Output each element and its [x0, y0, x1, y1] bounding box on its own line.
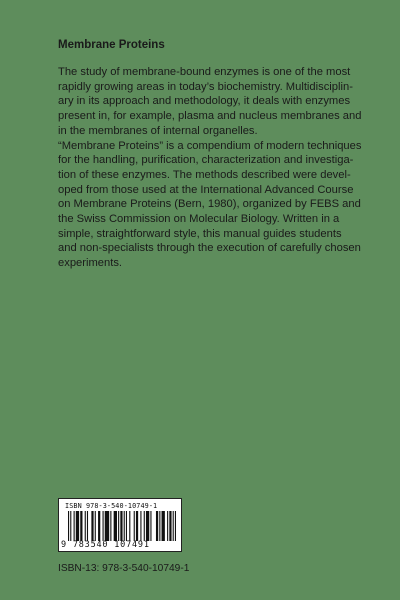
barcode-bar: [126, 511, 127, 541]
barcode-bars: [68, 511, 176, 541]
barcode-bar: [146, 511, 149, 541]
isbn-13-label: ISBN-13: 978-3-540-10749-1: [58, 563, 190, 574]
barcode-bar: [87, 511, 88, 541]
barcode-bar: [95, 511, 96, 541]
barcode-isbn-label: ISBN 978-3-540-10749-1: [65, 502, 158, 510]
barcode-bar: [105, 511, 109, 541]
barcode-bar: [175, 511, 176, 541]
barcode-bar: [173, 511, 174, 541]
barcode-bar: [162, 511, 165, 541]
barcode-bar: [103, 511, 104, 541]
description-line: oped from those used at the International Advanced Course: [58, 183, 354, 196]
barcode-bar: [150, 511, 151, 541]
barcode-bar: [129, 511, 130, 541]
barcode-digits: 9 783540 107491: [61, 540, 150, 550]
description-line: “Membrane Proteins” is a compendium of modern techniques: [58, 139, 362, 152]
description-line: on Membrane Proteins (Bern, 1980), organized by FEBS and: [58, 198, 361, 211]
barcode-bar: [144, 511, 145, 541]
description-line: the Swiss Commission on Molecular Biology. Written in a: [58, 213, 340, 226]
description-line: and non-specialists through the execution of carefully chosen: [58, 242, 361, 255]
barcode-bar: [70, 511, 71, 541]
description-line: rapidly growing areas in today’s biochemistry. Multidisciplin-: [58, 80, 353, 93]
description-line: for the handling, purification, characterization and investiga-: [58, 154, 354, 167]
book-title: Membrane Proteins: [58, 39, 165, 51]
description-line: The study of membrane-bound enzymes is one of the most: [58, 66, 351, 78]
book-description: [58, 65, 362, 271]
description-line: experiments.: [58, 257, 123, 270]
description-line: tion of these enzymes. The methods described were devel-: [58, 168, 351, 181]
barcode-bar: [169, 511, 171, 541]
description-line: present in, for example, plasma and nucleus membranes and: [58, 110, 362, 123]
barcode-bar: [140, 511, 141, 541]
barcode-bar: [80, 511, 82, 541]
isbn-barcode: [58, 498, 182, 552]
barcode-bar: [120, 511, 122, 541]
barcode-bar: [85, 511, 86, 541]
barcode-bar: [118, 511, 119, 541]
barcode-bar: [134, 511, 135, 541]
barcode-bar: [76, 511, 79, 541]
barcode-bar: [136, 511, 138, 541]
barcode-bar: [74, 511, 75, 541]
barcode-bar: [98, 511, 100, 541]
barcode-bar: [167, 511, 168, 541]
description-line: ary in its approach and methodology, it deals with enzymes: [58, 95, 351, 108]
barcode-bar: [124, 511, 125, 541]
description-line: in the membranes of internal organelles.: [58, 124, 258, 137]
barcode-bar: [159, 511, 160, 541]
barcode-bar: [114, 511, 117, 541]
description-line: simple, straightforward style, this manual guides students: [58, 227, 342, 240]
barcode-bar: [91, 511, 93, 541]
barcode-bar: [110, 511, 111, 541]
barcode-bar: [156, 511, 158, 541]
barcode-bar: [68, 511, 69, 541]
